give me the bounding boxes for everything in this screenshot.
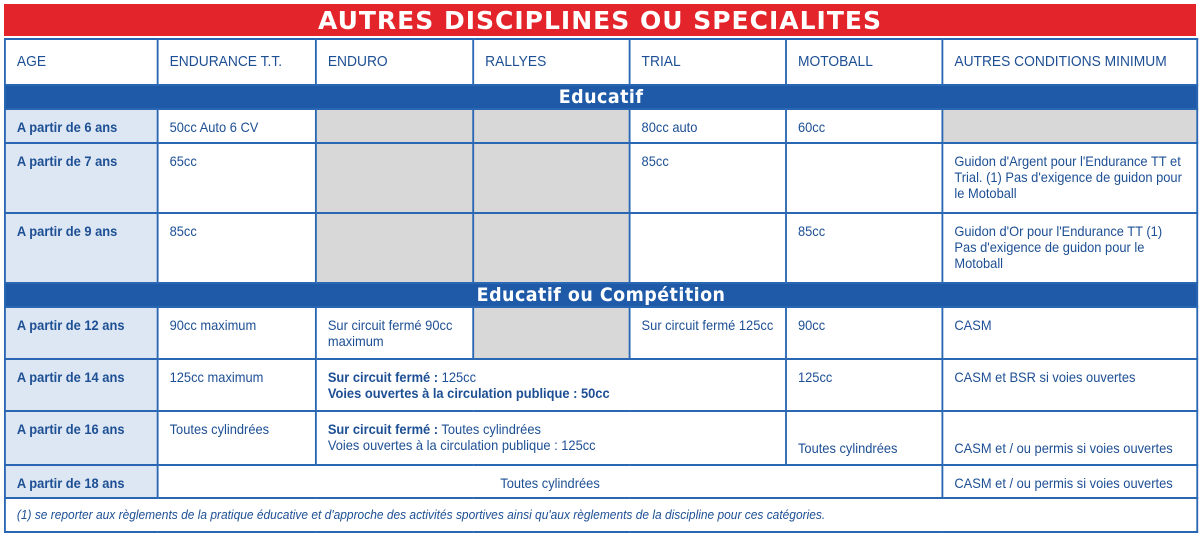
autres-cell: Guidon d'Or pour l'Endurance TT (1) Pas d'exigence de guidon pour le Motoball	[942, 213, 1197, 283]
section-competition	[5, 283, 1197, 307]
empty-cell	[473, 143, 629, 213]
merged-cell: Toutes cylindrées	[158, 465, 943, 498]
header-endurance: ENDURANCE T.T.	[158, 39, 316, 85]
header-motoball: MOTOBALL	[786, 39, 942, 85]
empty-cell	[473, 109, 629, 143]
empty-cell	[630, 213, 786, 283]
table-row	[5, 359, 1197, 411]
empty-cell	[942, 109, 1197, 143]
endurance-cell: 90cc maximum	[158, 307, 316, 359]
merged-line1-rest: 125cc	[438, 369, 477, 385]
age-cell: A partir de 12 ans	[5, 307, 158, 359]
trial-cell: Sur circuit fermé 125cc	[630, 307, 786, 359]
empty-cell	[473, 213, 629, 283]
empty-cell	[473, 307, 629, 359]
autres-cell: Guidon d'Argent pour l'Endurance TT et Trial. (1) Pas d'exigence de guidon pour le Motoball	[942, 143, 1197, 213]
table-row	[5, 213, 1197, 283]
footnote: (1) se reporter aux règlements de la pratique éducative et d'approche des activités sportives ainsi qu'aux règlements de la discipline pour ces catégories.	[5, 498, 1197, 532]
merged-line1-bold: Sur circuit fermé :	[327, 369, 439, 385]
section-educatif	[5, 85, 1197, 109]
table-row	[5, 109, 1197, 143]
age-cell: A partir de 7 ans	[5, 143, 158, 213]
header-rallyes: RALLYES	[473, 39, 629, 85]
empty-cell	[316, 143, 473, 213]
merged-line2: Voies ouvertes à la circulation publique : 125cc	[327, 437, 596, 453]
age-cell: A partir de 18 ans	[5, 465, 158, 498]
header-enduro: ENDURO	[316, 39, 473, 85]
endurance-cell: Toutes cylindrées	[158, 411, 316, 465]
merged-line1-rest: Toutes cylindrées	[438, 421, 541, 437]
motoball-cell: 60cc	[786, 109, 942, 143]
table-row	[5, 143, 1197, 213]
header-row	[5, 39, 1197, 85]
endurance-cell: 65cc	[158, 143, 316, 213]
disciplines-table	[4, 38, 1198, 533]
autres-cell: CASM et BSR si voies ouvertes	[942, 359, 1197, 411]
endurance-cell: 85cc	[158, 213, 316, 283]
motoball-cell: Toutes cylindrées	[786, 411, 942, 465]
merged-cell	[316, 411, 786, 465]
age-cell: A partir de 9 ans	[5, 213, 158, 283]
merged-line2: Voies ouvertes à la circulation publique : 50cc	[327, 385, 610, 401]
header-autres: AUTRES CONDITIONS MINIMUM	[942, 39, 1197, 85]
endurance-cell: 50cc Auto 6 CV	[158, 109, 316, 143]
age-cell: A partir de 16 ans	[5, 411, 158, 465]
autres-cell: CASM	[942, 307, 1197, 359]
empty-cell	[316, 109, 473, 143]
motoball-cell: 90cc	[786, 307, 942, 359]
header-trial: TRIAL	[630, 39, 786, 85]
table-row	[5, 465, 1197, 498]
footnote-row	[5, 498, 1197, 532]
age-cell: A partir de 14 ans	[5, 359, 158, 411]
table-row	[5, 411, 1197, 465]
merged-cell	[316, 359, 786, 411]
table-row	[5, 307, 1197, 359]
trial-cell: 80cc auto	[630, 109, 786, 143]
autres-cell: CASM et / ou permis si voies ouvertes	[942, 411, 1197, 465]
motoball-cell: 85cc	[786, 213, 942, 283]
section-title: Educatif	[5, 85, 1197, 109]
header-age: AGE	[5, 39, 158, 85]
autres-cell: CASM et / ou permis si voies ouvertes	[942, 465, 1197, 498]
merged-line1-bold: Sur circuit fermé :	[327, 421, 439, 437]
empty-cell	[316, 213, 473, 283]
empty-cell	[786, 143, 942, 213]
motoball-cell: 125cc	[786, 359, 942, 411]
trial-cell: 85cc	[630, 143, 786, 213]
age-cell: A partir de 6 ans	[5, 109, 158, 143]
enduro-cell: Sur circuit fermé 90cc maximum	[316, 307, 473, 359]
section-title: Educatif ou Compétition	[5, 283, 1197, 307]
endurance-cell: 125cc maximum	[158, 359, 316, 411]
page-title: AUTRES DISCIPLINES OU SPECIALITES	[4, 4, 1196, 36]
